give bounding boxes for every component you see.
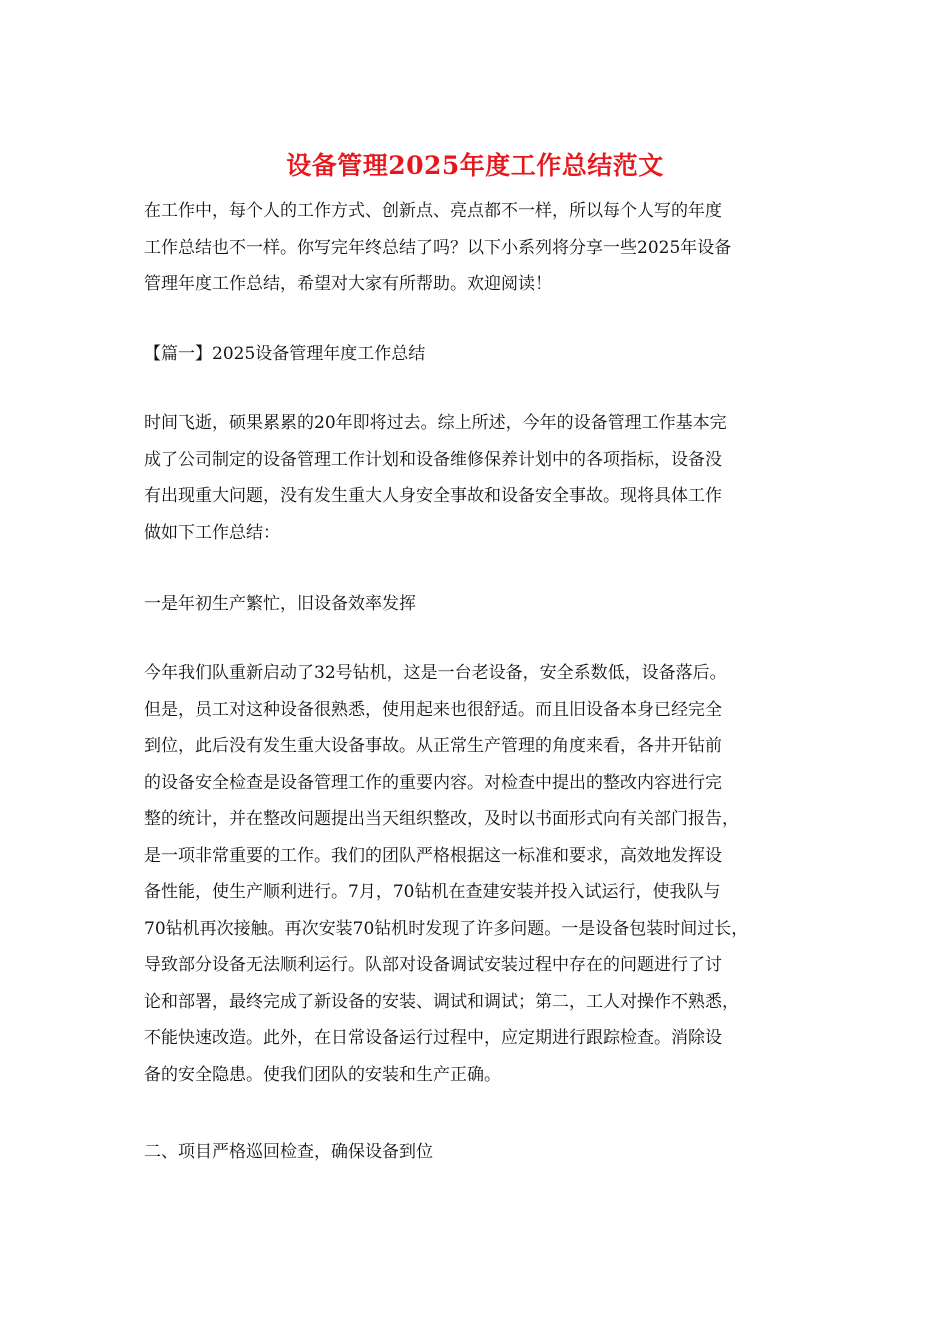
paragraph-line: 导致部分设备无法顺利运行。队部对设备调试安装过程中存在的问题进行了讨 [144,955,722,975]
point-heading [144,586,834,623]
paragraph-line: 70钻机再次接触。再次安装70钻机时发现了许多问题。一是设备包装时间过长， [144,918,749,939]
point1-heading: 一是年初生产繁忙，旧设备效率发挥 [144,594,416,614]
intro-paragraph [144,193,834,303]
document-title: 设备管理2025年度工作总结范文 [286,151,664,180]
paragraph-2 [144,655,834,1093]
intro-line: 管理年度工作总结，希望对大家有所帮助。欢迎阅读！ [144,274,552,294]
section1-heading: 【篇一】2025设备管理年度工作总结 [144,344,426,364]
paragraph-line: 但是，员工对这种设备很熟悉，使用起来也很舒适。而且旧设备本身已经完全 [144,699,722,720]
paragraph-line: 今年我们队重新启动了32号钻机，这是一台老设备，安全系数低，设备落后。 [144,663,727,683]
paragraph-line: 做如下工作总结： [144,522,280,543]
paragraph-line: 不能快速改造。此外，在日常设备运行过程中，应定期进行跟踪检查。消除设 [144,1028,722,1048]
paragraph-line: 到位，此后没有发生重大设备事故。从正常生产管理的角度来看，各井开钻前 [144,736,722,756]
paragraph-line: 论和部署，最终完成了新设备的安装、调试和调试；第二，工人对操作不熟悉， [144,991,739,1012]
point2-heading: 二、项目严格巡回检查，确保设备到位 [144,1142,433,1162]
paragraph-line: 的设备安全检查是设备管理工作的重要内容。对检查中提出的整改内容进行完 [144,772,722,793]
paragraph-line: 有出现重大问题，没有发生重大人身安全事故和设备安全事故。现将具体工作 [144,486,722,506]
intro-line: 工作总结也不一样。你写完年终总结了吗？以下小系列将分享一些2025年设备 [144,237,732,258]
paragraph-line: 备性能，使生产顺利进行。7月，70钻机在查建安装并投入试运行，使我队与 [144,882,721,902]
section-heading [144,336,834,373]
paragraph-line: 是一项非常重要的工作。我们的团队严格根据这一标准和要求，高效地发挥设 [144,845,722,866]
intro-line: 在工作中，每个人的工作方式、创新点、亮点都不一样，所以每个人写的年度 [144,201,722,221]
paragraph-line: 备的安全隐患。使我们团队的安装和生产正确。 [144,1064,501,1085]
paragraph-line: 整的统计，并在整改问题提出当天组织整改，及时以书面形式向有关部门报告， [144,809,739,829]
paragraph-line: 时间飞逝，硕果累累的20年即将过去。综上所述，今年的设备管理工作基本完 [144,413,727,433]
point-heading [144,1134,834,1171]
paragraph-line: 成了公司制定的设备管理工作计划和设备维修保养计划中的各项指标，设备没 [144,449,722,470]
paragraph-1 [144,405,834,551]
